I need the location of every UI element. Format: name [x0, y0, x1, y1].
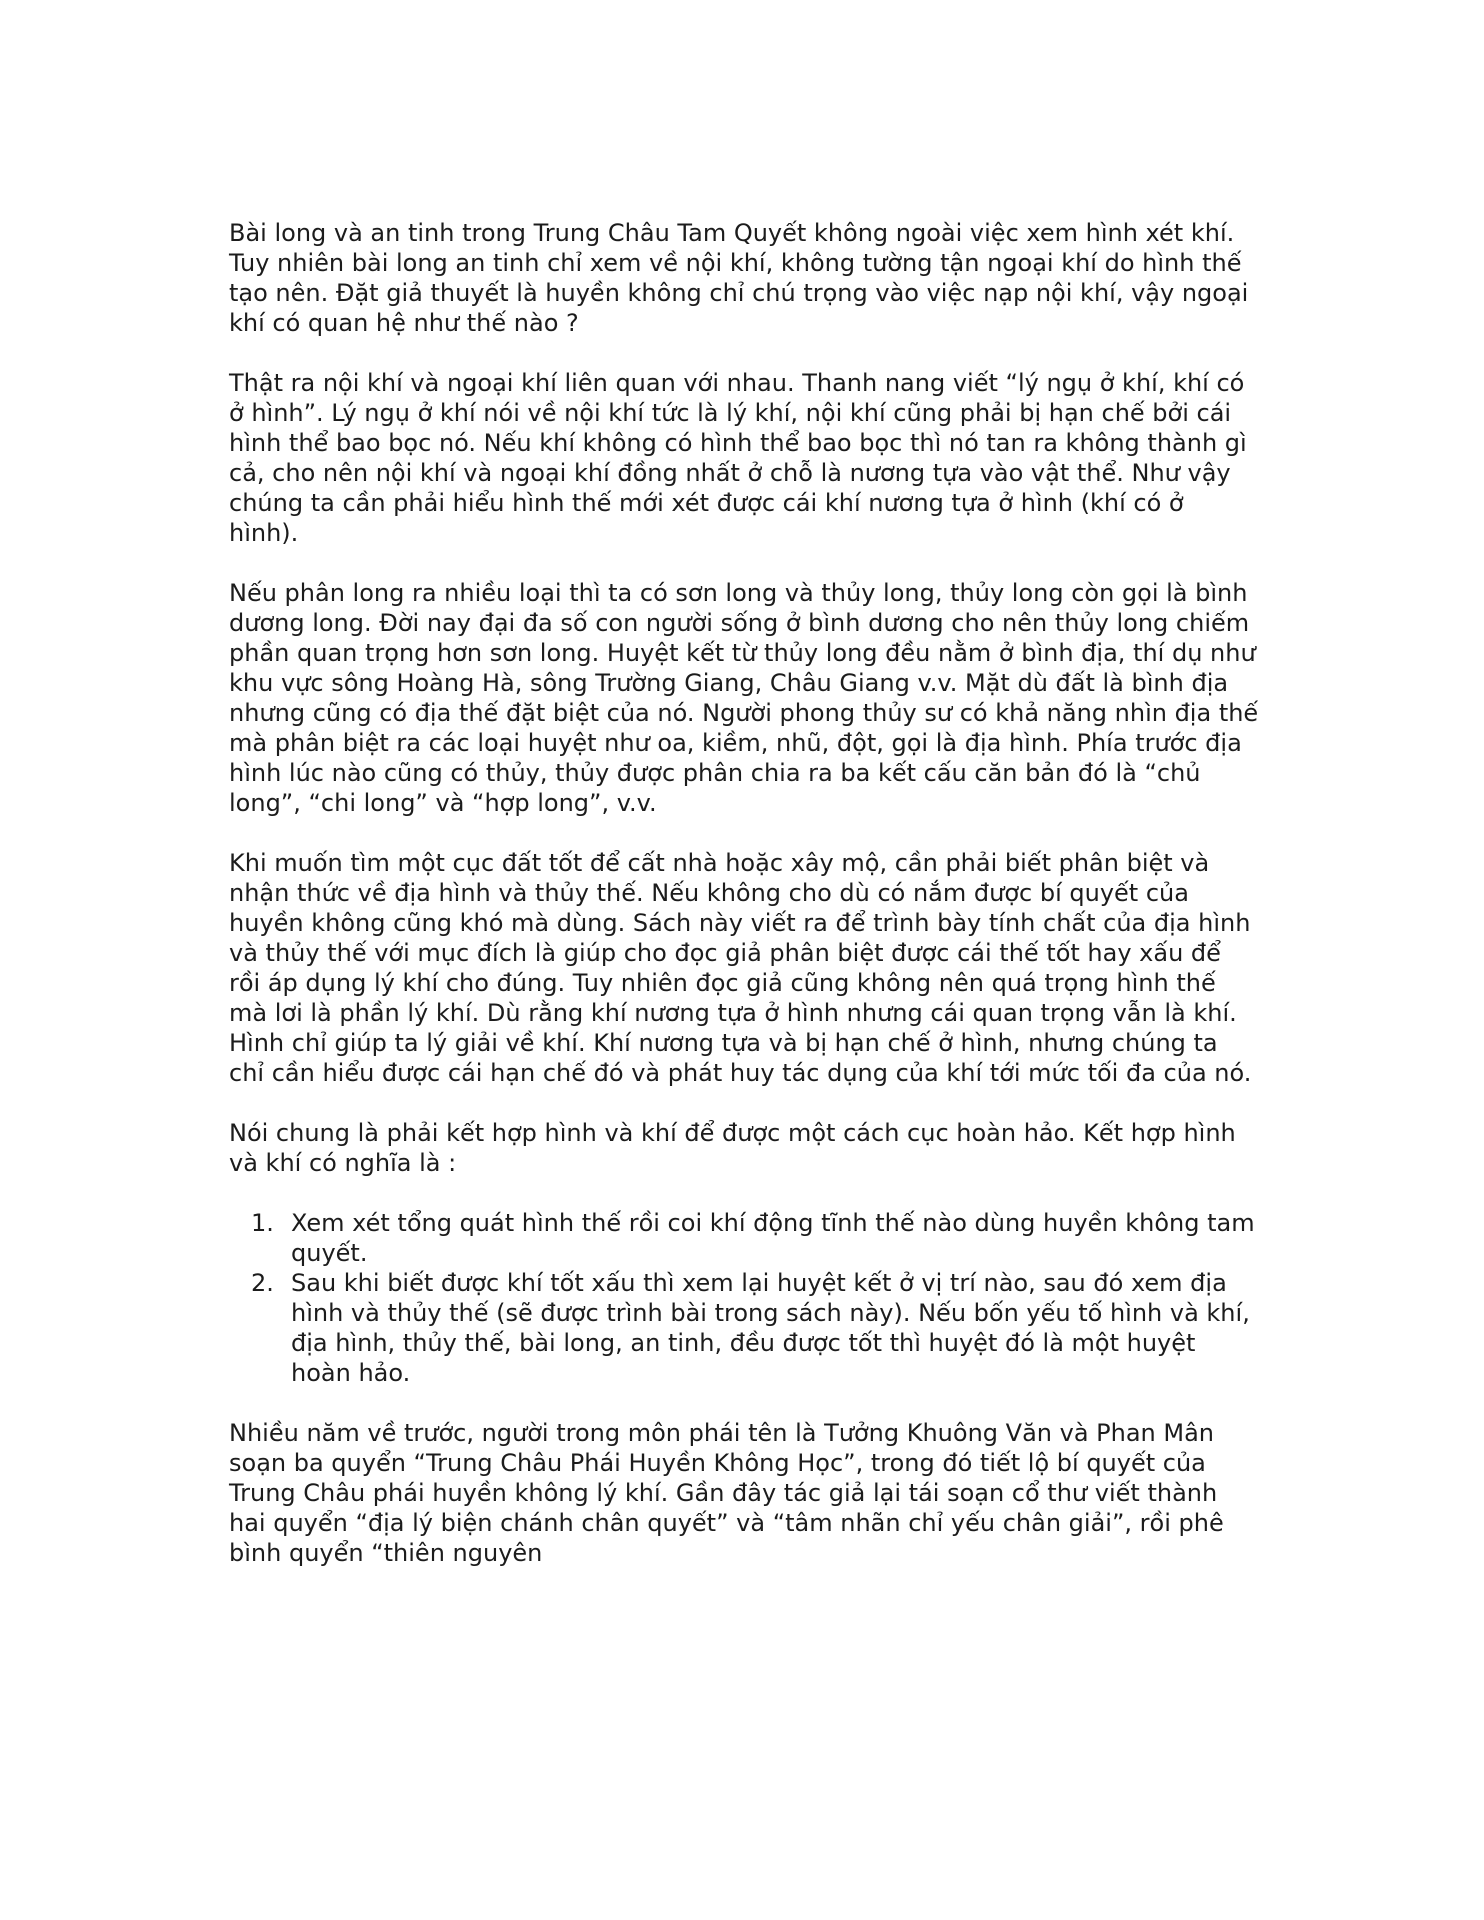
paragraph-5: Nói chung là phải kết hợp hình và khí để được một cách cục hoàn hảo. Kết hợp hình và khí có nghĩa là : [229, 1119, 1236, 1177]
paragraph-final: Nhiều năm về trước, người trong môn phái tên là Tưởng Khuông Văn và Phan Mân soạn ba quyển “Trung Châu Phái Huyền Không Học”, trong đó tiết lộ bí quyết của Trung Châu phái huyền không lý khí. Gần đây tác giả lại tái soạn cổ thư viết thành hai quyển “địa lý biện chánh chân quyết” và “tâm nhãn chỉ yếu chân giải”, rồi phê bình quyển “thiên nguyên [229, 1419, 1224, 1567]
paragraph-4: Khi muốn tìm một cục đất tốt để cất nhà hoặc xây mộ, cần phải biết phân biệt và nhận thức về địa hình và thủy thế. Nếu không cho dù có nắm được bí quyết của huyền không cũng khó mà dùng. Sách này viết ra để trình bày tính chất của địa hình và thủy thế với mục đích là giúp cho đọc giả phân biệt được cái thế tốt hay xấu để rồi áp dụng lý khí cho đúng. Tuy nhiên đọc giả cũng không nên quá trọng hình thế mà lơi là phần lý khí. Dù rằng khí nương tựa ở hình nhưng cái quan trọng vẫn là khí. Hình chỉ giúp ta lý giải về khí. Khí nương tựa và bị hạn chế ở hình, nhưng chúng ta chỉ cần hiểu được cái hạn chế đó và phát huy tác dụng của khí tới mức tối đa của nó. [229, 849, 1252, 1087]
list-item [229, 1208, 1259, 1268]
list-item [229, 1268, 1259, 1388]
list-item-text: Xem xét tổng quát hình thế rồi coi khí động tĩnh thế nào dùng huyền không tam quyết. [291, 1209, 1255, 1267]
list-item-number: 2. [251, 1269, 274, 1297]
paragraph-2: Thật ra nội khí và ngoại khí liên quan với nhau. Thanh nang viết “lý ngụ ở khí, khí có ở hình”. Lý ngụ ở khí nói về nội khí tức là lý khí, nội khí cũng phải bị hạn chế bởi cái hình thể bao bọc nó. Nếu khí không có hình thể bao bọc thì nó tan ra không thành gì cả, cho nên nội khí và ngoại khí đồng nhất ở chỗ là nương tựa vào vật thể. Như vậy chúng ta cần phải hiểu hình thế mới xét được cái khí nương tựa ở hình (khí có ở hình). [229, 369, 1247, 547]
document-page [229, 218, 1259, 1598]
numbered-list [229, 1208, 1259, 1388]
paragraph-3: Nếu phân long ra nhiều loại thì ta có sơn long và thủy long, thủy long còn gọi là bình dương long. Đời nay đại đa số con người sống ở bình dương cho nên thủy long chiếm phần quan trọng hơn sơn long. Huyệt kết từ thủy long đều nằm ở bình địa, thí dụ như khu vực sông Hoàng Hà, sông Trường Giang, Châu Giang v.v. Mặt dù đất là bình địa nhưng cũng có địa thế đặt biệt của nó. Người phong thủy sư có khả năng nhìn địa thế mà phân biệt ra các loại huyệt như oa, kiềm, nhũ, đột, gọi là địa hình. Phía trước địa hình lúc nào cũng có thủy, thủy được phân chia ra ba kết cấu căn bản đó là “chủ long”, “chi long” và “hợp long”, v.v. [229, 579, 1259, 817]
list-item-text: Sau khi biết được khí tốt xấu thì xem lại huyệt kết ở vị trí nào, sau đó xem địa hình và thủy thế (sẽ được trình bài trong sách này). Nếu bốn yếu tố hình và khí, địa hình, thủy thế, bài long, an tinh, đều được tốt thì huyệt đó là một huyệt hoàn hảo. [291, 1269, 1250, 1387]
paragraph-1: Bài long và an tinh trong Trung Châu Tam Quyết không ngoài việc xem hình xét khí. Tuy nhiên bài long an tinh chỉ xem về nội khí, không tường tận ngoại khí do hình thế tạo nên. Đặt giả thuyết là huyền không chỉ chú trọng vào việc nạp nội khí, vậy ngoại khí có quan hệ như thế nào ? [229, 219, 1249, 337]
list-item-number: 1. [251, 1209, 274, 1237]
